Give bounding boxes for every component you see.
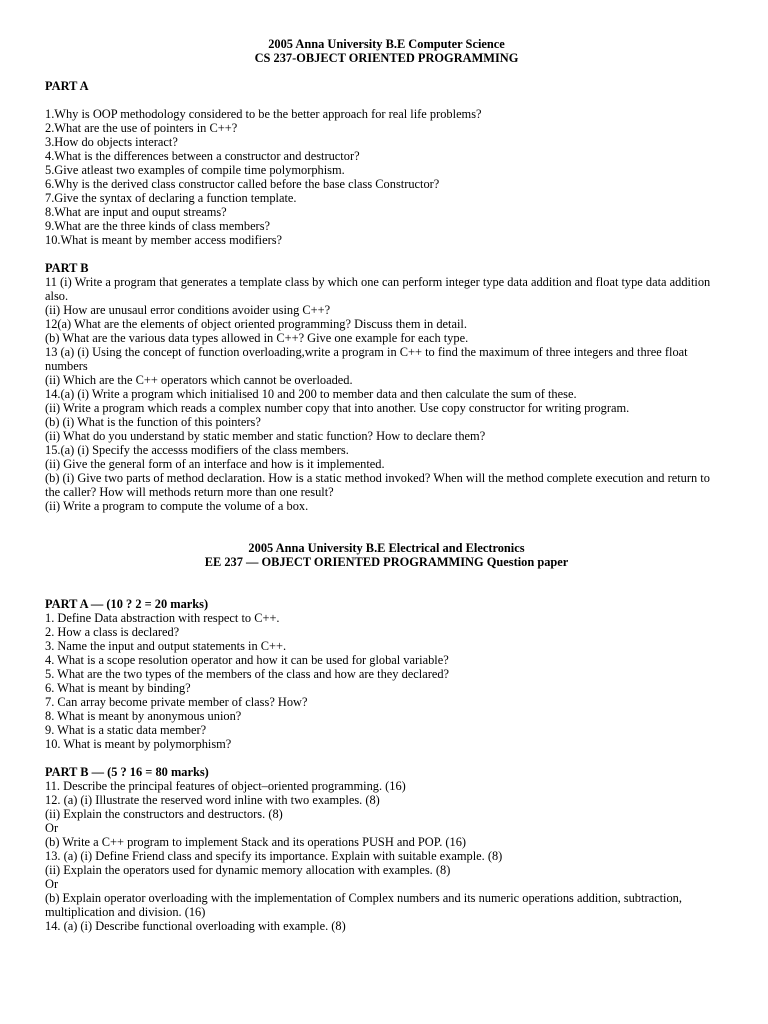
question-line: (b) (i) What is the function of this pointers? [45,415,261,429]
question-line: 8. What is meant by anonymous union? [45,709,242,723]
question-line: 6. What is meant by binding? [45,681,191,695]
question-line: 13 (a) (i) Using the concept of function overloading,write a program in C++ to find the maximum of three integers and three float numbers [45,345,688,373]
question-line: 13. (a) (i) Define Friend class and specify its importance. Explain with suitable example. (8) [45,849,503,863]
question-line: 12(a) What are the elements of object oriented programming? Discuss them in detail. [45,317,467,331]
question-line: 1. Define Data abstraction with respect to C++. [45,611,280,625]
question-line: (ii) Explain the operators used for dynamic memory allocation with examples. (8) [45,863,451,877]
question-line: 4.What is the differences between a constructor and destructor? [45,149,360,163]
question-line: 9. What is a static data member? [45,723,207,737]
question-line: 3.How do objects interact? [45,135,178,149]
question-line: (ii) Which are the C++ operators which cannot be overloaded. [45,373,353,387]
question-line: (b) What are the various data types allowed in C++? Give one example for each type. [45,331,469,345]
question-line: 5. What are the two types of the members of the class and how are they declared? [45,667,450,681]
question-line: 10. What is meant by polymorphism? [45,737,232,751]
question-line: (b) Write a C++ program to implement Stack and its operations PUSH and POP. (16) [45,835,467,849]
question-line: 4. What is a scope resolution operator and how it can be used for global variable? [45,653,449,667]
question-line: 7. Can array become private member of class? How? [45,695,308,709]
doc1-part-b-heading: PART B [45,261,89,275]
doc2-part-a-list [45,611,728,751]
question-line: 6.Why is the derived class constructor called before the base class Constructor? [45,177,440,191]
question-line: (b) Explain operator overloading with the implementation of Complex numbers and its numeric operations addition, subtraction, multiplication and division. (16) [45,891,682,919]
doc2-title-line1: 2005 Anna University B.E Electrical and Electronics [248,541,525,555]
question-line: 1.Why is OOP methodology considered to be the better approach for real life problems? [45,107,482,121]
question-line: 8.What are input and ouput streams? [45,205,227,219]
question-line: Or [45,821,59,835]
question-line: Or [45,877,59,891]
question-line: (ii) What do you understand by static member and static function? How to declare them? [45,429,486,443]
question-line: (b) (i) Give two parts of method declaration. How is a static method invoked? When will the method complete execution and return to the caller? How will methods return more than one result? [45,471,710,499]
doc1-title-line2: CS 237-OBJECT ORIENTED PROGRAMMING [254,51,519,65]
doc1-title-line1: 2005 Anna University B.E Computer Science [268,37,505,51]
question-line: (ii) Write a program to compute the volume of a box. [45,499,309,513]
doc2-part-a-heading: PART A — (10 ? 2 = 20 marks) [45,597,209,611]
doc2-part-b-list [45,779,728,933]
question-line: 3. Name the input and output statements in C++. [45,639,287,653]
question-line: (ii) Give the general form of an interface and how is it implemented. [45,457,385,471]
doc1-part-a-heading: PART A [45,79,89,93]
doc2-part-b-heading: PART B — (5 ? 16 = 80 marks) [45,765,209,779]
question-line: (ii) Write a program which reads a complex number copy that into another. Use copy constructor for writing program. [45,401,630,415]
question-line: 11. Describe the principal features of object–oriented programming. (16) [45,779,406,793]
doc2-title-line2: EE 237 — OBJECT ORIENTED PROGRAMMING Question paper [204,555,569,569]
question-line: 10.What is meant by member access modifiers? [45,233,283,247]
question-line: 2.What are the use of pointers in C++? [45,121,238,135]
question-line: 14.(a) (i) Write a program which initialised 10 and 200 to member data and then calculate the sum of these. [45,387,577,401]
question-line: 15.(a) (i) Specify the accesss modifiers of the class members. [45,443,349,457]
question-line: 14. (a) (i) Describe functional overloading with example. (8) [45,919,346,933]
doc1-part-b-list [45,275,728,513]
doc1-part-a-list [45,107,728,247]
question-line: 5.Give atleast two examples of compile time polymorphism. [45,163,345,177]
question-line: 11 (i) Write a program that generates a template class by which one can perform integer type data addition and float type data addition also. [45,275,711,303]
question-line: (ii) Explain the constructors and destructors. (8) [45,807,283,821]
question-line: 2. How a class is declared? [45,625,180,639]
question-line: 9.What are the three kinds of class members? [45,219,271,233]
question-line: 7.Give the syntax of declaring a function template. [45,191,297,205]
question-line: (ii) How are unusaul error conditions avoider using C++? [45,303,331,317]
question-line: 12. (a) (i) Illustrate the reserved word inline with two examples. (8) [45,793,380,807]
